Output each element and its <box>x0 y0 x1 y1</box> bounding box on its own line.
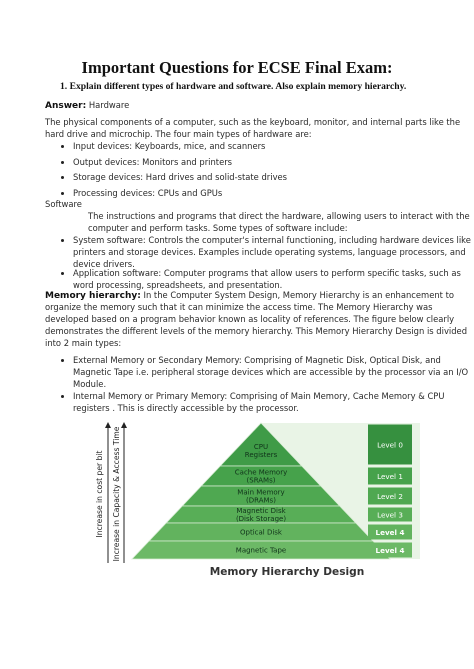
band-label: Cache Memory <box>234 468 288 477</box>
memory-text-line: developed based on a program behavior known as locality of references. The figure below clearly <box>45 314 455 324</box>
hardware-intro-line: The physical components of a computer, such as the keyboard, monitor, and internal parts like the <box>45 117 461 127</box>
memory-item-line: registers . This is directly accessible by the processor. <box>73 403 299 413</box>
bullet-icon <box>61 239 64 242</box>
level-label: Level 1 <box>377 472 403 481</box>
hardware-item: Input devices: Keyboards, mice, and scanners <box>73 141 266 151</box>
memory-hierarchy-figure <box>88 419 420 581</box>
level-label: Level 4 <box>375 528 405 537</box>
memory-item-line: Magnetic Tape i.e. peripheral storage devices which are accessible by the processor via an I/O <box>73 367 469 377</box>
memory-hierarchy-diagram <box>88 419 420 581</box>
hardware-item: Storage devices: Hard drives and solid-state drives <box>73 172 288 182</box>
band-label: (DRAMs) <box>246 496 276 505</box>
hardware-heading: Hardware <box>88 100 130 110</box>
band-label: Registers <box>244 451 278 460</box>
level-label: Level 2 <box>377 492 403 501</box>
band-label: Optical Disk <box>240 528 282 537</box>
bullet-icon <box>61 192 64 195</box>
memory-item-line: Module. <box>73 379 107 389</box>
cost-axis-label: Increase in cost per bit <box>95 450 104 538</box>
level-label: Level 4 <box>375 546 405 555</box>
software-item-line: word processing, spreadsheets, and presentation. <box>73 280 283 290</box>
band-label: Main Memory <box>237 488 285 497</box>
hardware-intro-line: hard drive and microchip. The four main types of hardware are: <box>45 129 312 139</box>
band-label: Magnetic Disk <box>236 507 286 515</box>
answer-line <box>45 99 129 112</box>
capacity-axis-label: Increase in Capacity & Access Time <box>112 426 121 562</box>
memory-text: In the Computer System Design, Memory Hierarchy is an enhancement to <box>140 290 455 300</box>
memory-item-line: External Memory or Secondary Memory: Comprising of Magnetic Disk, Optical Disk, and <box>73 355 441 365</box>
figure-caption: Memory Hierarchy Design <box>209 566 365 578</box>
memory-text-line: into 2 main types: <box>45 338 122 348</box>
bullet-icon <box>61 272 64 275</box>
software-item-line: System software: Controls the computer's internal functioning, including hardware devices like <box>73 235 471 245</box>
band-label: CPU <box>253 443 269 451</box>
answer-label: Answer: <box>45 101 87 111</box>
bullet-icon <box>61 395 64 398</box>
level-label: Level 3 <box>377 510 403 520</box>
software-intro-line: computer and perform tasks. Some types of software include: <box>88 223 348 233</box>
bullet-icon <box>61 161 64 164</box>
bullet-icon <box>61 176 64 179</box>
hardware-item: Output devices: Monitors and printers <box>73 157 233 167</box>
bullet-icon <box>61 145 64 148</box>
software-item-line: Application software: Computer programs that allow users to perform specific tasks, such as <box>73 268 461 278</box>
band-label: (Disk Storage) <box>235 515 287 524</box>
page-title: Important Questions for ECSE Final Exam: <box>81 58 393 77</box>
question-heading: 1. Explain different types of hardware and software. Also explain memory hierarchy. <box>60 81 407 92</box>
software-heading: Software <box>45 199 82 209</box>
band-label: Magnetic Tape <box>235 546 287 555</box>
software-item-line: printers and storage devices. Examples include operating systems, language processors, and <box>73 247 466 257</box>
memory-text-line: demonstrates the different levels of the memory hierarchy. This Memory Hierarchy Design is divided <box>45 326 468 336</box>
memory-item-line: Internal Memory or Primary Memory: Comprising of Main Memory, Cache Memory & CPU <box>73 391 445 401</box>
band-label: (SRAMs) <box>246 476 276 485</box>
memory-text-line: organize the memory such that it can minimize the access time. The Memory Hierarchy was <box>45 302 433 312</box>
level-label: Level 0 <box>377 440 403 450</box>
hardware-item: Processing devices: CPUs and GPUs <box>73 188 223 198</box>
bullet-icon <box>61 359 64 362</box>
memory-label: Memory hierarchy: <box>45 291 141 301</box>
software-item-line: device drivers. <box>73 259 135 269</box>
software-intro-line: The instructions and programs that direct the hardware, allowing users to interact with the <box>88 211 470 221</box>
